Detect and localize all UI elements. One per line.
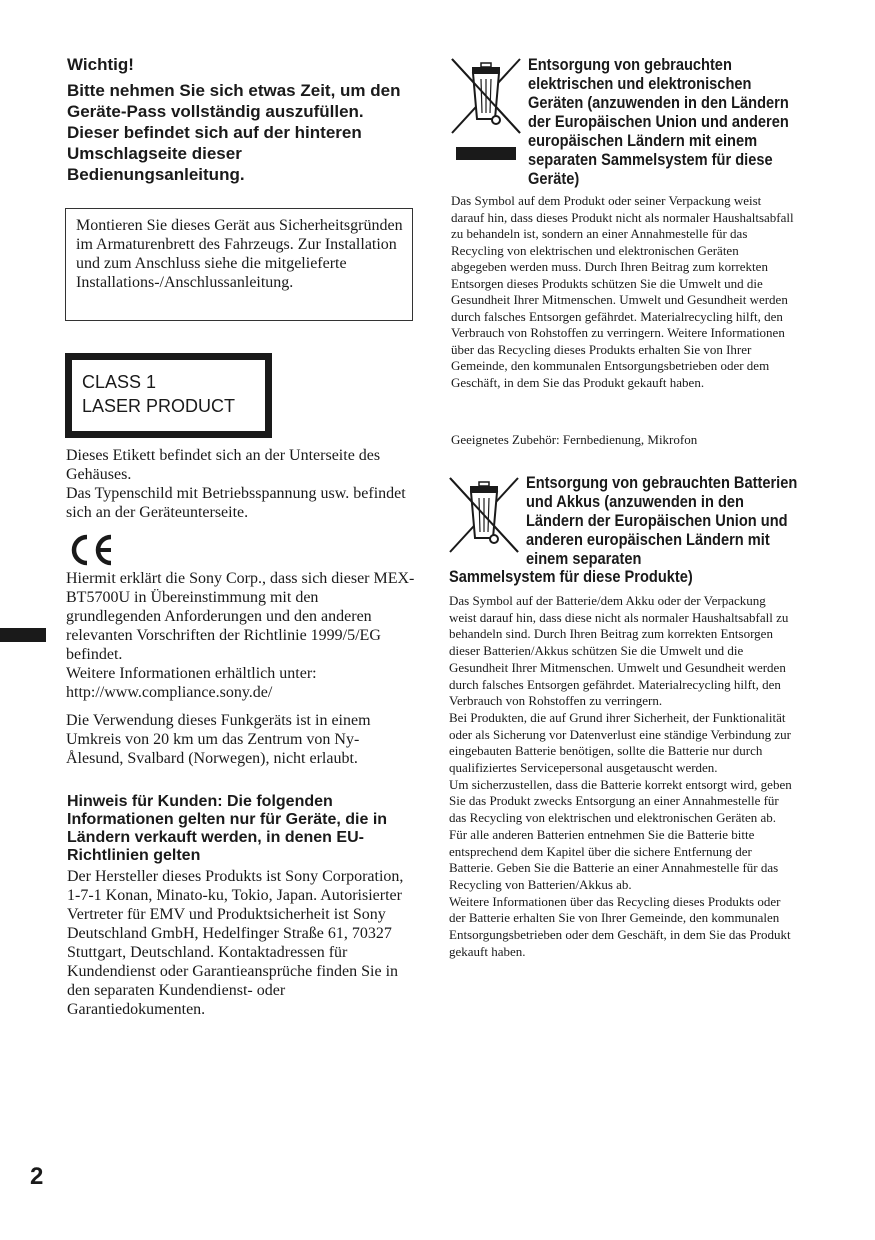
laser-label-line2: LASER PRODUCT [82,396,236,416]
section-tab-marker [0,628,46,642]
wichtig-heading: Wichtig! [67,55,134,74]
declaration-info: Weitere Informationen erhältlich unter: [66,665,317,682]
crossed-out-wheelie-bin-icon [450,57,522,135]
page-number: 2 [30,1163,44,1190]
accessories-text: Geeignetes Zubehör: Fernbedienung, Mikrofon [451,432,698,447]
weee-batteries-body [449,593,794,960]
weee-devices-body: Das Symbol auf dem Produkt oder seiner Verpackung weist darauf hin, dass dieses Produkt nicht als normaler Haushaltsabfall zu behandeln ist, sondern an einer Annahmestelle für das Recycling von elektrischen und elektronischen Geräten abgegeben werden muss. Durch Ihren Beitrag zum korrekten Entsorgen dieses Produkts schützen Sie die Umwelt und die Gesundheit Ihrer Mitmenschen. Umwelt und Gesundheit werden durch falsches Entsorgen gefährdet. Materialrecycling hilft, den Verbrauch von Rohstoffen zu verringern. Weitere Informationen über das Recycling dieses Produkts erhalten Sie von Ihrer Gemeinde, den kommunalen Entsorgungsbetrieben oder dem Geschäft, in dem Sie das Produkt gekauft haben. [451,193,794,390]
mount-notice-text: Montieren Sie dieses Gerät aus Sicherheitsgründen im Armaturenbrett des Fahrzeugs. Zur Installation und zum Anschluss siehe die mitgelieferte Installations-/Anschlussanleitung. [76,217,403,291]
battery-paragraph: Weitere Informationen über das Recycling dieses Produkts oder der Batterie erhalten Sie von Ihrer Gemeinde, den kommunalen Entsorgungsbetrieben oder dem Geschäft, in dem Sie das Produkt gekauft haben. [449,893,791,959]
geraete-pass-notice: Bitte nehmen Sie sich etwas Zeit, um den Geräte-Pass vollständig auszufüllen. Dieser befindet sich auf der hinteren Umschlagseite dieser Bedienungsanleitung. [67,81,401,184]
label-location-line: Dieses Etikett befindet sich an der Unterseite des Gehäuses. [66,447,381,483]
battery-paragraph: Bei Produkten, die auf Grund ihrer Sicherheit, der Funktionalität oder als Sicherung vor Datenverlust eine ständige Verbindung zur eingebauten Batterie benötigen, sollte die Batterie nur durch qualifiziertes Servicepersonal ausgetauscht werden. [449,709,791,776]
label-location-line: Das Typenschild mit Betriebsspannung usw. befindet sich an der Geräteunterseite. [66,485,406,521]
weee-date-bar [456,147,516,160]
weee-batteries-heading: Entsorgung von gebrauchten Batterien und Akkus (anzuwenden in den Ländern der Europäischen Union und anderen europäischen Ländern mit einem separaten [526,473,798,568]
battery-paragraph: Für alle anderen Batterien entnehmen Sie die Batterie bitte entsprechend dem Kapitel über die sichere Entfernung der Batterie. Geben Sie die Batterie an einer Annahmestelle für das Recycling von Batterien/Akkus ab. [449,826,779,892]
battery-paragraph: Um sicherzustellen, dass die Batterie korrekt entsorgt wird, geben Sie das Produkt zwecks Entsorgung an einer Annahmestelle für das Recycling von elektrischen und elektronischen Geräten ab. [449,776,792,826]
weee-devices-heading: Entsorgung von gebrauchten elektrischen und elektronischen Geräten (anzuwenden in den Ländern der Europäischen Union und anderen europäischen Ländern mit einem separaten Sammelsystem für diese Geräte) [528,55,789,188]
laser-label-line1: CLASS 1 [82,372,157,392]
label-location-text [66,446,406,522]
crossed-out-wheelie-bin-icon [448,476,520,554]
ce-mark-icon [66,533,116,567]
weee-batteries-heading-cont: Sammelsystem für diese Produkte) [449,567,693,586]
declaration-text: Hiermit erklärt die Sony Corp., dass sich dieser MEX-BT5700U in Übereinstimmung mit den grundlegenden Anforderungen und den anderen relevanten Vorschriften der Richtlinie 1999/5/EG befindet. [66,570,415,663]
battery-paragraph: Das Symbol auf der Batterie/dem Akku oder der Verpackung weist darauf hin, dass diese nicht als normaler Haushaltsabfall zu behandeln sind. Durch Ihren Beitrag zum korrekten Entsorgen dieser Batterien/Akkus schützen Sie die Umwelt und die Gesundheit Ihrer Mitmenschen. Umwelt und Gesundheit werden durch falsches Entsorgen gefährdet. Materialrecycling hilft, den Verbrauch von Rohstoffen zu verringern. [449,593,789,709]
compliance-url: http://www.compliance.sony.de/ [66,684,273,701]
declaration-of-conformity [66,569,416,702]
eu-customer-notice-heading: Hinweis für Kunden: Die folgenden Informationen gelten nur für Geräte, die in Ländern verkauft werden, in denen EU-Richtlinien gelten [67,793,388,864]
radio-use-restriction: Die Verwendung dieses Funkgeräts ist in einem Umkreis von 20 km um das Zentrum von Ny-Ålesund, Svalbard (Norwegen), nicht erlaubt. [66,712,371,767]
eu-customer-notice-body: Der Hersteller dieses Produkts ist Sony Corporation, 1-7-1 Konan, Minato-ku, Tokio, Japan. Autorisierter Vertreter für EMV und Produktsicherheit ist Sony Deutschland GmbH, Hedelfinger Straße 61, 70327 Stuttgart, Deutschland. Kontaktadressen für Kundendienst oder Garantieansprüche finden Sie in den separaten Kundendienst- oder Garantiedokumenten. [67,868,404,1018]
